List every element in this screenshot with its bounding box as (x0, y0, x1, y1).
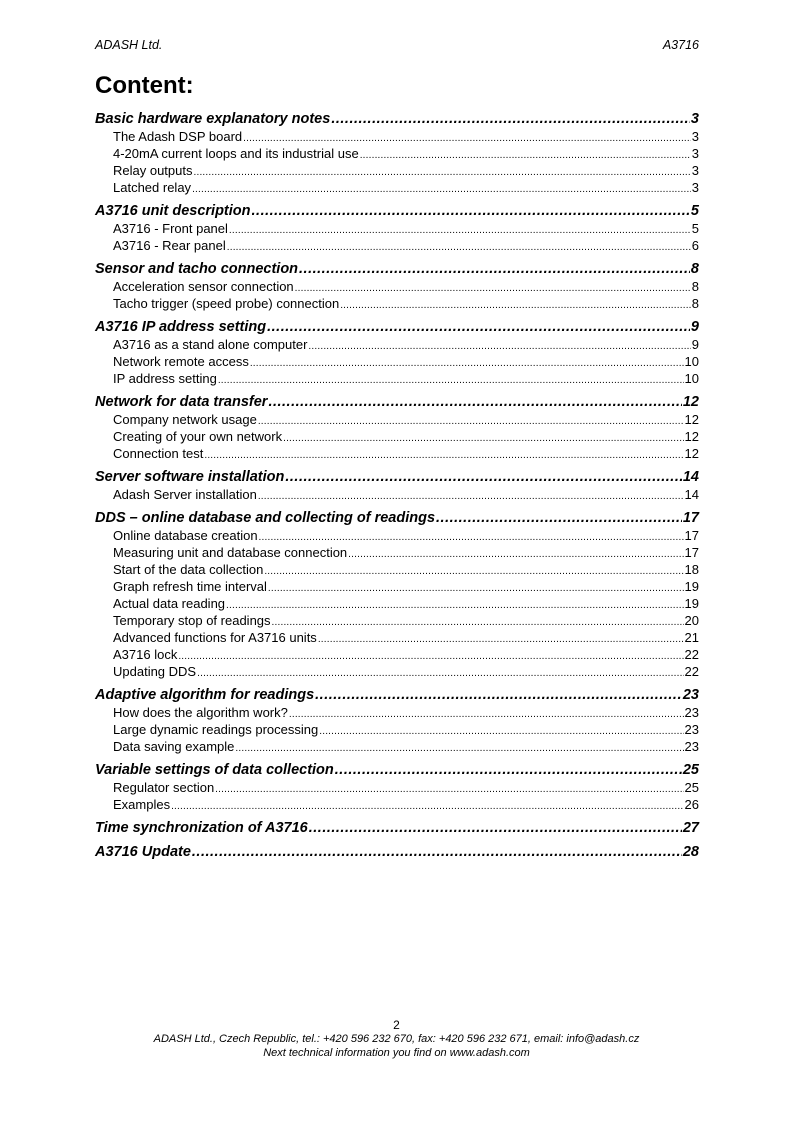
dot-leader (309, 819, 682, 837)
toc-entry[interactable] (95, 336, 699, 353)
toc-entry-page-number: 12 (684, 429, 699, 444)
toc-heading[interactable] (95, 110, 699, 128)
toc-entry-label: Company network usage (113, 412, 257, 427)
toc-heading[interactable] (95, 260, 699, 278)
toc-section (95, 509, 699, 680)
toc-entry[interactable] (95, 578, 699, 595)
toc-entry-page-number: 21 (684, 630, 699, 645)
dot-leader (252, 202, 690, 220)
dot-leader (227, 237, 691, 256)
dot-leader (258, 486, 684, 505)
toc-entry-page-number: 3 (691, 163, 699, 178)
toc-entry-label: Online database creation (113, 528, 258, 543)
toc-entry-label: The Adash DSP board (113, 129, 243, 144)
dot-leader (197, 663, 683, 682)
toc-entry[interactable] (95, 353, 699, 370)
toc-entry-label: Latched relay (113, 180, 192, 195)
toc-heading-page-number: 12 (682, 394, 699, 410)
toc-heading-label: A3716 Update (95, 844, 191, 860)
toc-entry-label: Adash Server installation (113, 487, 257, 502)
toc-entry-label: Data saving example (113, 739, 235, 754)
dot-leader (285, 468, 681, 486)
toc-entry-label: 4-20mA current loops and its industrial use (113, 146, 359, 161)
toc-heading-label: A3716 unit description (95, 203, 251, 219)
toc-entry-label: Tacho trigger (speed probe) connection (113, 296, 340, 311)
toc-heading-label: DDS – online database and collecting of readings (95, 510, 436, 526)
dot-leader (436, 509, 682, 527)
dot-leader (235, 738, 683, 757)
toc-heading-page-number: 28 (682, 844, 699, 860)
toc-entry-page-number: 23 (684, 705, 699, 720)
toc-entry-page-number: 3 (691, 180, 699, 195)
toc-heading-label: Adaptive algorithm for readings (95, 687, 315, 703)
toc-entry-label: Creating of your own network (113, 429, 283, 444)
dot-leader (335, 761, 682, 779)
toc-heading-label: A3716 IP address setting (95, 319, 267, 335)
toc-entry-label: Examples (113, 797, 171, 812)
toc-entry-label: Network remote access (113, 354, 249, 369)
toc-heading-label: Basic hardware explanatory notes (95, 111, 331, 127)
toc-entry[interactable] (95, 237, 699, 254)
toc-section (95, 202, 699, 254)
toc-heading-page-number: 8 (690, 261, 699, 277)
toc-heading-label: Variable settings of data collection (95, 762, 334, 778)
dot-leader (204, 445, 683, 464)
toc-heading-page-number: 23 (682, 687, 699, 703)
toc-entry-label: A3716 lock (113, 647, 178, 662)
toc-entry-page-number: 10 (684, 354, 699, 369)
toc-entry-page-number: 17 (684, 545, 699, 560)
header-product: A3716 (662, 38, 699, 52)
dot-leader (331, 110, 690, 128)
dot-leader (192, 843, 682, 861)
page-footer (0, 1018, 793, 1060)
toc-entry[interactable] (95, 295, 699, 312)
toc-entry-page-number: 22 (684, 664, 699, 679)
toc-entry[interactable] (95, 411, 699, 428)
toc-entry[interactable] (95, 612, 699, 629)
toc-entry-label: A3716 as a stand alone computer (113, 337, 308, 352)
toc-entry[interactable] (95, 561, 699, 578)
toc-entry-page-number: 14 (684, 487, 699, 502)
toc-entry-label: Large dynamic readings processing (113, 722, 319, 737)
toc-entry-label: IP address setting (113, 371, 217, 386)
toc-heading-page-number: 25 (682, 762, 699, 778)
toc-heading[interactable] (95, 468, 699, 486)
toc-entry-page-number: 22 (684, 647, 699, 662)
dot-leader (218, 370, 684, 389)
dot-leader (171, 796, 683, 815)
toc-entry-page-number: 12 (684, 412, 699, 427)
toc-entry-page-number: 5 (691, 221, 699, 236)
toc-heading[interactable] (95, 509, 699, 527)
toc-heading-page-number: 5 (690, 203, 699, 219)
toc-entry[interactable] (95, 595, 699, 612)
toc-entry-page-number: 10 (684, 371, 699, 386)
toc-entry-page-number: 23 (684, 722, 699, 737)
toc-entry[interactable] (95, 145, 699, 162)
toc-section (95, 260, 699, 312)
header-company: ADASH Ltd. (95, 38, 163, 52)
toc-entry-page-number: 3 (691, 129, 699, 144)
page-title: Content: (95, 72, 194, 99)
toc-entry[interactable] (95, 370, 699, 387)
footer-website: Next technical information you find on www.adash.com (263, 1047, 530, 1059)
toc-heading-label: Time synchronization of A3716 (95, 820, 308, 836)
toc-entry[interactable] (95, 128, 699, 145)
toc-entry-page-number: 12 (684, 446, 699, 461)
toc-entry-label: Temporary stop of readings (113, 613, 271, 628)
toc-entry-page-number: 20 (684, 613, 699, 628)
table-of-contents (95, 110, 699, 867)
toc-entry[interactable] (95, 544, 699, 561)
toc-entry[interactable] (95, 721, 699, 738)
toc-entry[interactable] (95, 779, 699, 796)
toc-heading[interactable] (95, 686, 699, 704)
toc-entry-label: Advanced functions for A3716 units (113, 630, 317, 645)
toc-entry-label: Measuring unit and database connection (113, 545, 348, 560)
toc-entry[interactable] (95, 704, 699, 721)
toc-entry-label: Relay outputs (113, 163, 193, 178)
toc-heading[interactable] (95, 393, 699, 411)
toc-entry[interactable] (95, 738, 699, 755)
toc-entry-label: How does the algorithm work? (113, 705, 288, 720)
toc-entry-label: A3716 - Front panel (113, 221, 228, 236)
toc-entry-page-number: 19 (684, 579, 699, 594)
toc-entry-page-number: 3 (691, 146, 699, 161)
dot-leader (315, 686, 682, 704)
toc-entry-label: A3716 - Rear panel (113, 238, 226, 253)
toc-entry-label: Acceleration sensor connection (113, 279, 294, 294)
toc-heading-page-number: 14 (682, 469, 699, 485)
toc-entry-label: Regulator section (113, 780, 215, 795)
dot-leader (299, 260, 690, 278)
toc-heading-label: Network for data transfer (95, 394, 268, 410)
toc-entry-page-number: 26 (684, 797, 699, 812)
toc-entry[interactable] (95, 278, 699, 295)
toc-entry-page-number: 23 (684, 739, 699, 754)
toc-heading-page-number: 3 (690, 111, 699, 127)
toc-entry-page-number: 9 (691, 337, 699, 352)
toc-section (95, 761, 699, 813)
toc-heading-label: Sensor and tacho connection (95, 261, 299, 277)
toc-entry[interactable] (95, 663, 699, 680)
toc-entry[interactable] (95, 162, 699, 179)
toc-entry-page-number: 17 (684, 528, 699, 543)
dot-leader (340, 295, 691, 314)
toc-entry-label: Actual data reading (113, 596, 226, 611)
toc-section (95, 468, 699, 503)
toc-heading[interactable] (95, 202, 699, 220)
toc-heading-page-number: 27 (682, 820, 699, 836)
dot-leader (192, 179, 691, 198)
toc-heading[interactable] (95, 843, 699, 861)
toc-section (95, 686, 699, 755)
toc-entry-page-number: 8 (691, 296, 699, 311)
toc-entry-page-number: 6 (691, 238, 699, 253)
toc-heading-label: Server software installation (95, 469, 285, 485)
footer-page-number: 2 (393, 1018, 400, 1032)
toc-heading-page-number: 9 (690, 319, 699, 335)
toc-entry[interactable] (95, 428, 699, 445)
toc-heading[interactable] (95, 318, 699, 336)
toc-section (95, 318, 699, 387)
toc-entry-label: Start of the data collection (113, 562, 264, 577)
toc-entry[interactable] (95, 179, 699, 196)
toc-heading[interactable] (95, 819, 699, 837)
dot-leader (267, 318, 690, 336)
toc-entry[interactable] (95, 527, 699, 544)
toc-section (95, 110, 699, 196)
toc-entry-page-number: 25 (684, 780, 699, 795)
toc-entry[interactable] (95, 445, 699, 462)
toc-entry[interactable] (95, 220, 699, 237)
toc-section (95, 393, 699, 462)
toc-heading-page-number: 17 (682, 510, 699, 526)
footer-contact: ADASH Ltd., Czech Republic, tel.: +420 596 232 670, fax: +420 596 232 671, email: info@adash.cz (153, 1033, 640, 1045)
toc-entry[interactable] (95, 629, 699, 646)
toc-entry-label: Connection test (113, 446, 204, 461)
toc-heading[interactable] (95, 761, 699, 779)
toc-entry-label: Graph refresh time interval (113, 579, 267, 594)
toc-entry[interactable] (95, 796, 699, 813)
toc-entry[interactable] (95, 646, 699, 663)
toc-entry-page-number: 18 (684, 562, 699, 577)
toc-section (95, 819, 699, 837)
toc-entry-page-number: 19 (684, 596, 699, 611)
toc-entry-label: Updating DDS (113, 664, 197, 679)
toc-entry[interactable] (95, 486, 699, 503)
toc-section (95, 843, 699, 861)
dot-leader (268, 393, 681, 411)
page-header (95, 38, 699, 52)
toc-entry-page-number: 8 (691, 279, 699, 294)
